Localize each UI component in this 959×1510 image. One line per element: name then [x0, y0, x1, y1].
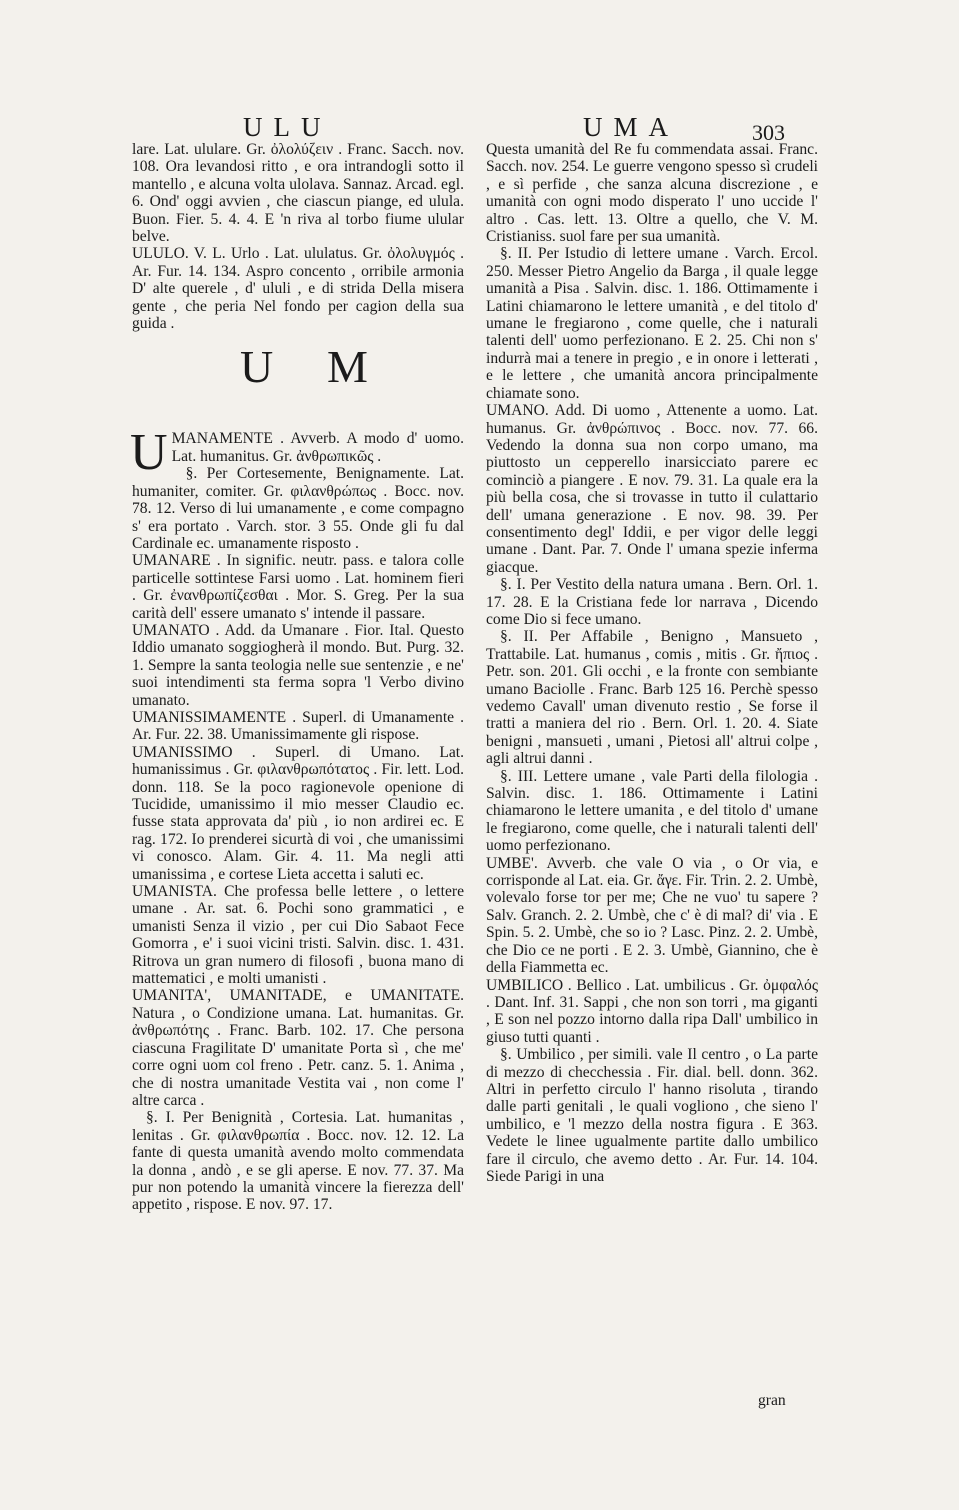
entry-umbilico: UMBILICO . Bellico . Lat. umbilicus . Gr. ὀμφαλός . Dant. Inf. 31. Sappi , che non son torri , ma giganti , E son nel pozzo intorno dalla ripa Dall' umbilico in giuso tutti quanti .	[486, 976, 818, 1046]
entry-ululo: ULULO. V. L. Urlo . Lat. ululatus. Gr. ὀλολυγμός . Ar. Fur. 14. 134. Aspro concento , orribile armonia D' alte querele , d' ululi , e di strida Della misera gente , che peria Nel fondo per cagion della sua guida .	[132, 245, 464, 333]
entry-sub: §. II. Per Affabile , Benigno , Mansueto , Trattabile. Lat. humanus , comis , mitis . Gr. ἤπιος . Petr. son. 201. Gli occhi , e la fronte con sembiante umano Baciolle . Franc. Barb 125 16. Perchè spesso vedemo Cavall' uman divenuto restio , Se forse il tratti a maniera del rio . Bern. Orl. 1. 20. 4. Siate benigni , mansueti , umani , Pietosi all' altrui colpe , agli altrui danni .	[486, 628, 818, 768]
entry-sub: §. III. Lettere umane , vale Parti della filologia . Salvin. disc. 1. 186. Ottimamente i Latini chiamarono le lettere umanita , e del titolo d' umane le fregiarono, come quelle, che i naturali talenti dell' uomo perfezionano.	[486, 767, 818, 855]
entry-umanista: UMANISTA. Che professa belle lettere , o lettere umane . Ar. sat. 6. Pochi sono grammatici , e umanisti Senza il vizio , per cui Dio Sabaot Fece Gomorra , e' i suoi vicini tristi. Salvin. disc. 1. 431. Ritrova un gran numero di filosofi , buona mano di mattematici , e molti umanisti .	[132, 883, 464, 988]
entry-umanissimamente: UMANISSIMAMENTE . Superl. di Umanamente . Ar. Fur. 22. 38. Umanissimamente gli rispose.	[132, 708, 464, 744]
entry-continuation: Questa umanità del Re fu commendata assai. Franc. Sacch. nov. 254. Le guerre vengono spesso sì crudeli , e sì perfide , che sanza alcuna discrezione , e umanità con ogni modo disperato l' uno uccide l' altro . Cas. lett. 13. Oltre a quello, che V. M. Cristianiss. suol fare per sua umanità.	[486, 141, 818, 246]
section-heading	[132, 341, 464, 422]
entry-umano: UMANO. Add. Di uomo , Attenente a uomo. Lat. humanus. Gr. ἀνθρώπινος . Bocc. nov. 77. 66. Vedendo la donna sua non corpo umano, ma piuttosto un cepperello inarsicciato parere ec cominciò a piangere . E nov. 79. 31. La quale era la più bella cosa, che si trovasse in tutto il culattario dell' umana generazione . E nov. 98. 39. Per consentimento degl' Iddii, e per vigor delle leggi umane . Dant. Par. 7. Onde l' umana spezie inferma giacque.	[486, 402, 818, 576]
page-number: 303	[752, 120, 785, 145]
entry-umanamente	[130, 424, 464, 482]
right-column	[486, 141, 818, 1185]
entry-umanita: UMANITA', UMANITADE, e UMANITATE. Natura , o Condizione umana. Lat. humanitas. Gr. ἀνθρωπότης . Franc. Barb. 102. 17. Che persona ciascuna Fragilitate D' umanitate Porta sì , che me' corre ogni uom col freno . Petr. canz. 5. 1. Anima , che di nostra umanitade Vestita vai , non come l' altre carca .	[132, 987, 464, 1109]
entry-text: lare. Lat. ululare. Gr. ὀλολύζειν . Franc. Sacch. nov. 108. Ora levandosi ritto , e ora intrandogli sotto il mantello , e alcuna volta ulolava. Sannaz. Arcad. egl. 6. Ond' oggi avvien , che ciascun piange, ed ulula. Buon. Fier. 5. 4. 4. E 'n riva al torbo fiume ulular belve.	[132, 141, 464, 246]
entry-sub: §. I. Per Benignità , Cortesia. Lat. humanitas , lenitas . Gr. φιλανθρωπία . Bocc. nov. 12. 12. La fante di questa umanità avendo molto commendata la donna , andò , e se gli aperse. E nov. 77. 37. Ma pur non potendo la umanità vincere la fierezza dell' appetito , rispose. E nov. 97. 17.	[132, 1109, 464, 1214]
drop-cap: U	[130, 424, 168, 482]
left-column	[132, 141, 464, 1214]
entry-umanamente-text: MANAMENTE . Avverb. A modo d' uomo. Lat. humanitus. Gr. ἀνθρωπικῶς .	[171, 430, 464, 465]
entry-sub: §. I. Per Vestito della natura umana . Bern. Orl. 1. 17. 28. E la Cristiana fede lor narrava , Dicendo come Dio si fece umano.	[486, 576, 818, 628]
catchword: gran	[758, 1392, 786, 1409]
entry-sub: §. II. Per Istudio di lettere umane . Varch. Ercol. 250. Messer Pietro Angelio da Barga , il quale legge umanità a Pisa . Salvin. disc. 1. 186. Ottimamente i Latini chiamarono le lettere umanità , e del titolo d' umane le fregiarono , come quelle, che i naturali talenti dell' uomo perfezionano. E 2. 25. Chi non s' indurrà mai a tenere in pregio , e in onore i letterati , e le lettere , che umanità ancora principalmente chiamate sono.	[486, 245, 818, 402]
entry-umbe: UMBE'. Avverb. che vale O via , o Or via, e corrisponde al Lat. eia. Gr. ἄγε. Fir. Trin. 2. 2. Umbè, volevalo forse tor per me; Che ne vuo' tu sapere ? Salv. Granch. 2. 2. Umbè, che c' è di mal? di' via . E Spin. 5. 2. Umbè, che so io ? Lasc. Pinz. 2. 2. Umbè, che Dio ce ne porti . E 2. 3. Umbè, Giannino, che è della Fiammetta ec.	[486, 854, 818, 977]
entry-sub: §. Umbilico , per simili. vale Il centro , o La parte di mezzo di checchessia . Fir. dial. bell. donn. 362. Altri in perfetto circulo l' hanno risoluta , tirando dalle parti genitali , le quali vogliono , che sieno l' umbilico, e 'l mezzo della nostra figura . E 363. Vedete le linee ugualmente partite dallo umbilico fare il circulo, che avemo detto . Ar. Fur. 14. 104. Siede Parigi in una	[486, 1046, 818, 1185]
running-head-right: UMA	[583, 112, 680, 142]
running-head-left: ULU	[243, 112, 332, 142]
entry-umanissimo: UMANISSIMO . Superl. di Umano. Lat. humanissimus . Gr. φιλανθρωπότατος . Fir. lett. Lod. donn. 118. Se la poco ragionevole openione di Tucidide, umanissimo il mio messer Claudio ec. fusse stata approvata da' più , io non ardirei ec. E rag. 172. Io prenderei sicurtà di voi , che umanissimi vi conosco. Alam. Gir. 4. 11. Ma negli atti umanissima , e cortese Lieta accetta i saluti ec.	[132, 743, 464, 883]
entry-umanato: UMANATO . Add. da Umanare . Fior. Ital. Questo Iddio umanato soggiogherà il mondo. But. Purg. 32. 1. Sempre la santa teologia nelle sue sentenzie , e ne' suoi intendimenti sta ferma sopra 'l Verbo divino umanato.	[132, 621, 464, 709]
entry-umanare: UMANARE . In signific. neutr. pass. e talora colle particelle sottintese Farsi uomo . Lat. hominem fieri . Gr. ἐνανθρωπίζεσθαι . Mor. S. Greg. Per la sua carità dell' essere umanato s' intende il passare.	[132, 552, 464, 622]
entry-sub: §. Per Cortesemente, Benignamente. Lat. humaniter, comiter. Gr. φιλανθρώπως . Bocc. nov. 78. 12. Verso di lui umanamente , e come compagno s' era portato . Varch. stor. 3 55. Onde gli fu dal Cardinale ec. umanamente risposto .	[132, 465, 464, 552]
section-letter-u: U	[240, 341, 274, 393]
section-letter-m: M	[327, 341, 368, 393]
